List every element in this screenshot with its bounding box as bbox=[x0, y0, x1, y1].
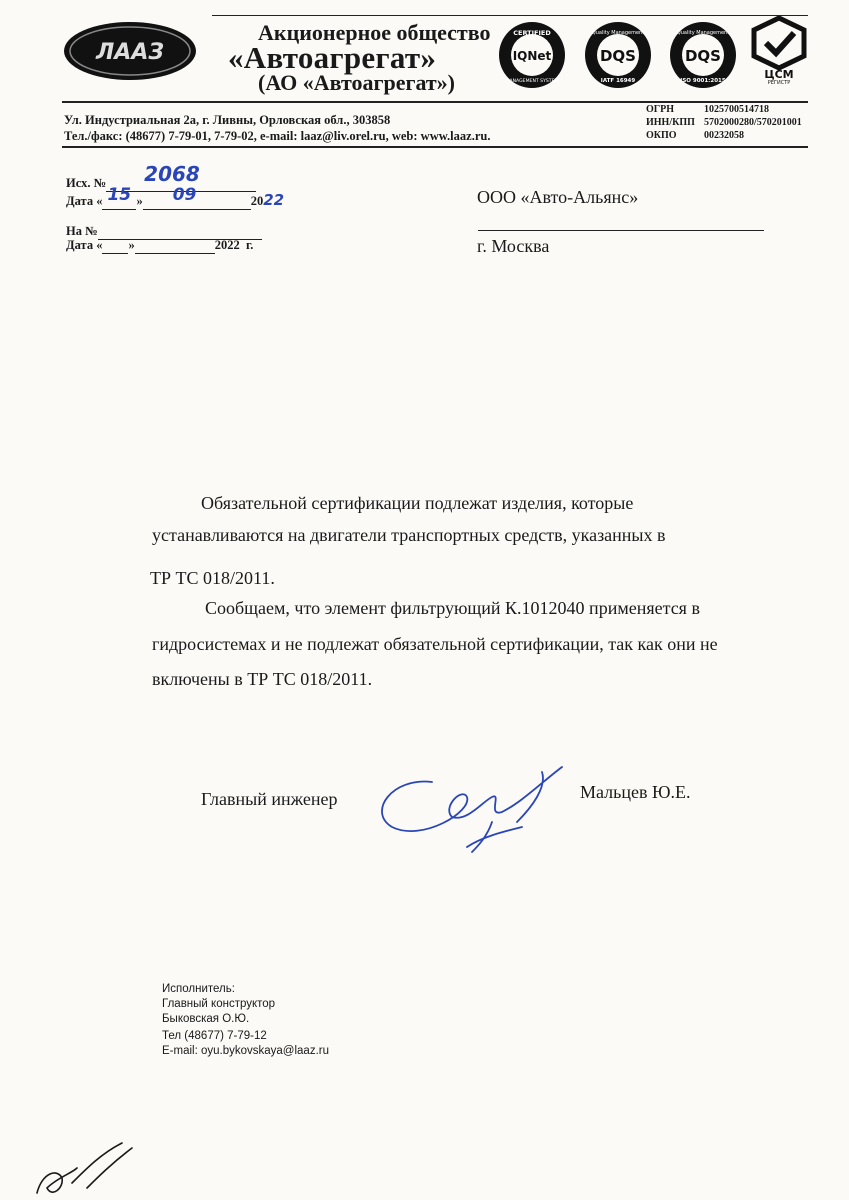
svg-text:DQS: DQS bbox=[684, 47, 722, 65]
ogrn-value: 1025700514718 bbox=[704, 104, 769, 115]
outgoing-date: Дата « 15 » 09 2022 bbox=[66, 185, 285, 209]
header-bottom-rule bbox=[62, 146, 808, 148]
svg-text:ЦСМ: ЦСМ bbox=[764, 68, 794, 81]
header-top-rule bbox=[212, 15, 808, 16]
header-divider bbox=[62, 101, 808, 103]
outgoing-number-handwritten: 2068 bbox=[144, 162, 200, 186]
executor-name: Быковская О.Ю. bbox=[162, 1013, 250, 1025]
logo-text: ЛААЗ bbox=[96, 40, 164, 65]
csm-register-mark bbox=[748, 16, 810, 84]
executor-email: E-mail: oyu.bykovskaya@laaz.ru bbox=[162, 1045, 329, 1057]
company-short-name: (АО «Автоагрегат») bbox=[258, 70, 456, 95]
svg-text:IATF 16949: IATF 16949 bbox=[600, 78, 636, 84]
svg-text:MANAGEMENT SYSTEM: MANAGEMENT SYSTEM bbox=[505, 79, 559, 84]
svg-text:CERTIFIED: CERTIFIED bbox=[513, 29, 551, 37]
incoming-date: Дата « » 2022 г. bbox=[66, 238, 254, 252]
paragraph-1-line-3: ТР ТС 018/2011. bbox=[150, 568, 275, 588]
handwritten-signature bbox=[372, 752, 612, 857]
executor-label: Исполнитель: bbox=[162, 983, 235, 995]
paragraph-2-line-2: гидросистемах и не подлежат обязательной сертификации, так как они не bbox=[152, 634, 718, 654]
incoming-number: На № bbox=[66, 224, 262, 240]
bottom-initials-signature bbox=[32, 1138, 142, 1200]
company-contacts: Тел./факс: (48677) 7-79-01, 7-79-02, e-mail: laaz@liv.orel.ru, web: www.laaz.ru. bbox=[64, 129, 491, 143]
executor-phone: Тел (48677) 7-79-12 bbox=[162, 1030, 267, 1042]
svg-text:IQNet: IQNet bbox=[512, 49, 552, 63]
inn-value: 5702000280/570201001 bbox=[704, 117, 802, 128]
inn-label: ИНН/КПП bbox=[646, 117, 695, 128]
paragraph-1-line-2: устанавливаются на двигатели транспортных средств, указанных в bbox=[152, 525, 666, 545]
recipient-city: г. Москва bbox=[477, 236, 550, 256]
svg-text:Quality Management: Quality Management bbox=[591, 30, 645, 36]
dqs-iatf-badge bbox=[583, 20, 653, 90]
laaz-logo bbox=[62, 20, 198, 82]
company-type: Акционерное общество bbox=[258, 20, 491, 45]
signatory-name: Мальцев Ю.Е. bbox=[580, 782, 691, 802]
svg-text:Quality Management: Quality Management bbox=[676, 30, 730, 36]
company-address: Ул. Индустриальная 2а, г. Ливны, Орловская обл., 303858 bbox=[64, 113, 391, 127]
svg-text:РЕГИСТР: РЕГИСТР bbox=[767, 80, 791, 84]
executor-position: Главный конструктор bbox=[162, 998, 276, 1010]
paragraph-2-line-1: Сообщаем, что элемент фильтрующий К.1012040 применяется в bbox=[205, 598, 700, 618]
svg-text:ISO 9001:2015: ISO 9001:2015 bbox=[680, 78, 726, 84]
outgoing-number: Исх. № 2068 bbox=[66, 176, 256, 192]
recipient-underline bbox=[478, 230, 764, 231]
signatory-position: Главный инженер bbox=[201, 789, 338, 809]
svg-text:DQS: DQS bbox=[599, 47, 637, 65]
company-name: «Автоагрегат» bbox=[228, 40, 437, 75]
paragraph-2-line-3: включены в ТР ТС 018/2011. bbox=[152, 669, 373, 689]
ogrn-label: ОГРН bbox=[646, 104, 675, 115]
okpo-label: ОКПО bbox=[646, 130, 677, 141]
okpo-value: 00232058 bbox=[704, 130, 744, 141]
recipient-name: ООО «Авто-Альянс» bbox=[477, 187, 639, 207]
iqnet-certified-badge bbox=[497, 20, 567, 90]
paragraph-1-line-1: Обязательной сертификации подлежат изделия, которые bbox=[201, 493, 634, 513]
dqs-iso-badge bbox=[668, 20, 738, 90]
